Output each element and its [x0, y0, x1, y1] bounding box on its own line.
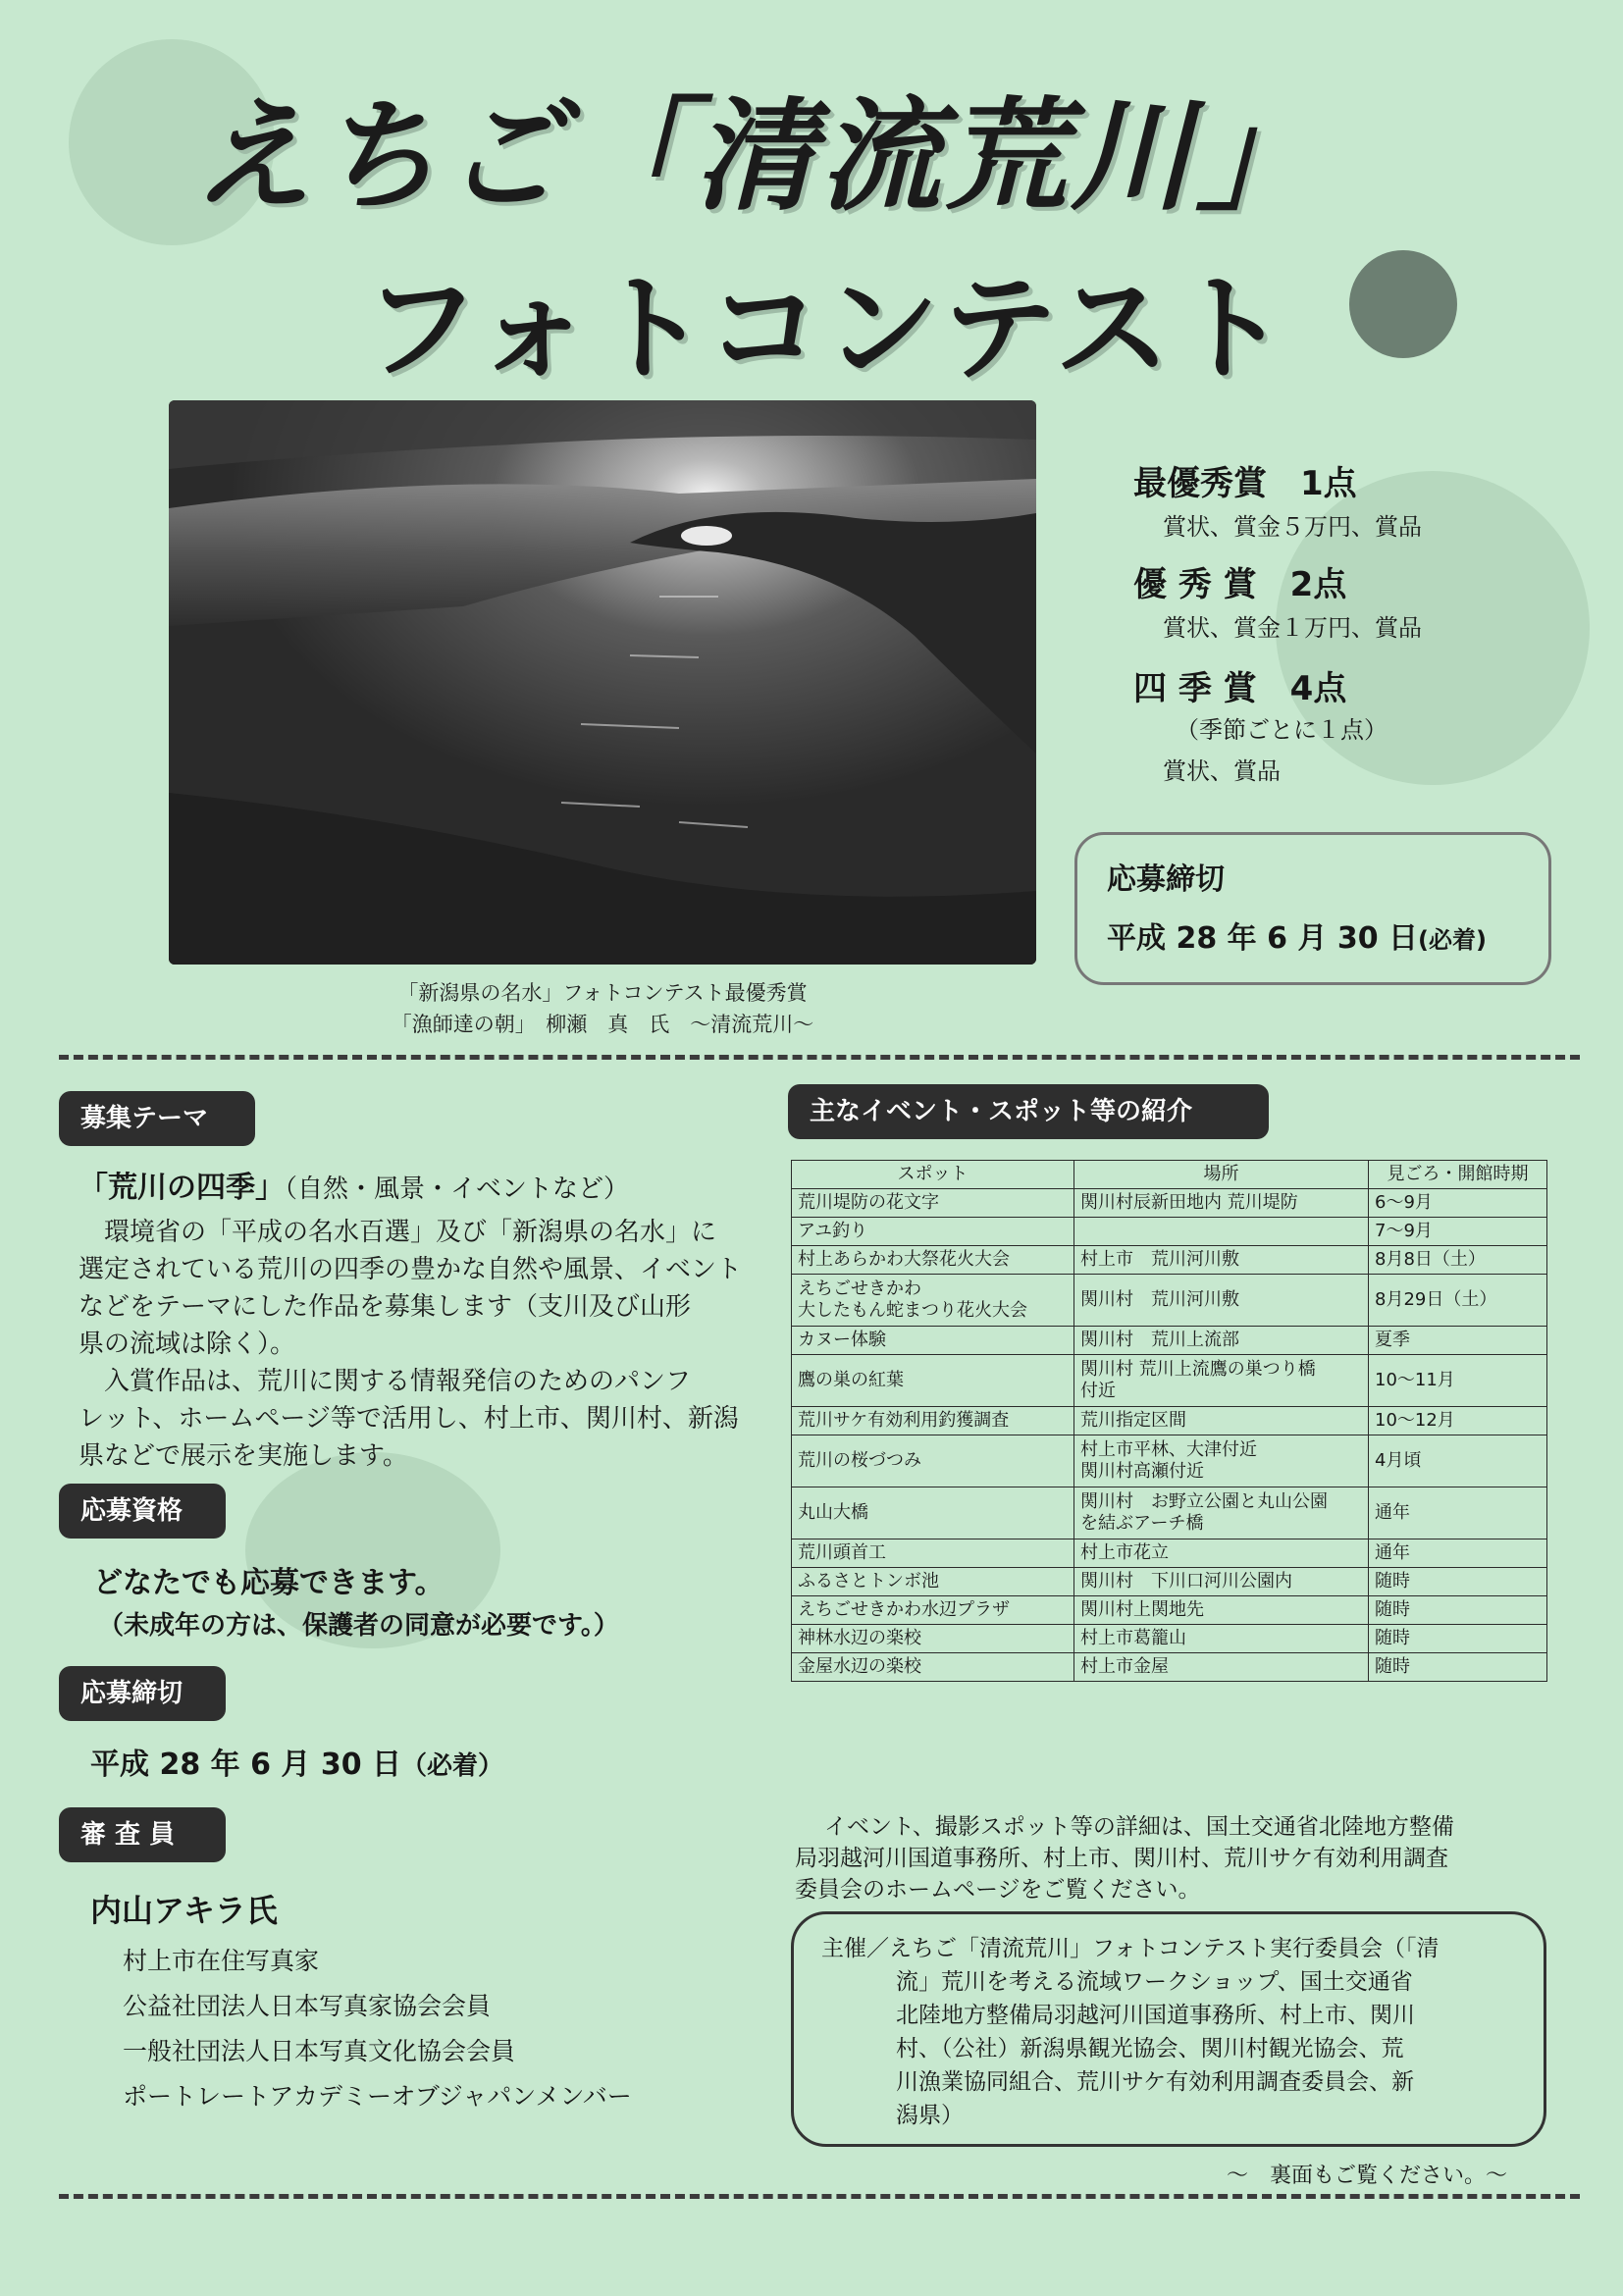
cell-place-line: 村上市花立 — [1080, 1542, 1169, 1563]
cell-place-line: 荒川指定区間 — [1080, 1410, 1186, 1431]
deadline-box-label: 応募締切 — [1107, 862, 1225, 897]
cell-place-line: 村上市金屋 — [1080, 1656, 1169, 1677]
prize-excellent-detail: 賞状、賞金１万円、賞品 — [1163, 614, 1422, 642]
host-line: 村、（公社）新潟県観光協会、関川村観光協会、荒 — [896, 2036, 1404, 2061]
cell-place — [1074, 1653, 1369, 1682]
cell-spot-line: カヌー体験 — [798, 1330, 886, 1350]
host-line: 流」荒川を考える流域ワークショップ、国土交通省 — [896, 1969, 1413, 1995]
judge-role: 公益社団法人日本写真家協会会員 — [123, 1992, 492, 2020]
title-line-1: えちご「清流荒川」 — [191, 86, 1323, 228]
title-line-2: フォトコンテスト — [363, 261, 1290, 396]
cell-spot-line: 金屋水辺の楽校 — [798, 1656, 921, 1677]
cell-spot — [792, 1568, 1074, 1596]
cell-place-line: 関川村上関地先 — [1080, 1599, 1204, 1620]
events-table — [791, 1160, 1547, 1682]
theme-para2-line: 県などで展示を実施します。 — [79, 1441, 408, 1471]
theme-para1-line: などをテーマにした作品を募集します（支川及び山形 — [79, 1292, 692, 1322]
cell-spot-line: 丸山大橋 — [798, 1502, 868, 1523]
dashed-divider — [59, 1055, 1580, 1060]
cell-spot — [792, 1218, 1074, 1246]
deadline-suffix: （必着） — [401, 1751, 504, 1781]
cell-spot — [792, 1327, 1074, 1355]
events-note — [795, 1811, 1454, 1905]
theme-para1-line: 選定されている荒川の四季の豊かな自然や風景、イベント — [79, 1255, 743, 1284]
events-table-row — [792, 1218, 1547, 1246]
cell-spot — [792, 1355, 1074, 1407]
decorative-circle — [1349, 250, 1457, 358]
cell-place-line: 関川村 荒川河川敷 — [1080, 1289, 1239, 1310]
events-note-line: イベント、撮影スポット等の詳細は、国土交通省北陸地方整備 — [824, 1814, 1454, 1840]
deadline-box-date: 平成 28 年 6 月 30 日 — [1107, 921, 1419, 956]
host-text — [821, 1932, 1440, 2132]
cell-place-line: 村上市 荒川河川敷 — [1080, 1249, 1239, 1270]
host-line: 潟県） — [896, 2103, 964, 2128]
section-label-eligibility: 応募資格 — [59, 1484, 226, 1539]
cell-place — [1074, 1189, 1369, 1218]
cell-spot — [792, 1487, 1074, 1539]
cell-place-line: 村上市平林、大津付近 — [1080, 1439, 1257, 1460]
cell-period: 通年 — [1369, 1487, 1547, 1539]
events-table-row — [792, 1653, 1547, 1682]
cell-spot-line: 鷹の巣の紅葉 — [798, 1370, 904, 1390]
cell-spot-line: アユ釣り — [798, 1221, 868, 1241]
host-line: 主催／えちご「清流荒川」フォトコンテスト実行委員会（「清 — [821, 1936, 1440, 1961]
cell-spot-line: えちごせきかわ — [798, 1278, 921, 1299]
events-table-row — [792, 1435, 1547, 1487]
cell-spot-line: えちごせきかわ水辺プラザ — [798, 1599, 1010, 1620]
judge-name: 内山アキラ氏 — [90, 1892, 278, 1929]
cell-spot-line: 大したもん蛇まつり花火大会 — [798, 1300, 1027, 1321]
photo-caption-line-1: 「新潟県の名水」フォトコンテスト最優秀賞 — [397, 981, 808, 1005]
cell-place — [1074, 1435, 1369, 1487]
cell-spot-line: 荒川堤防の花文字 — [798, 1192, 939, 1213]
cell-place-line: 関川村 荒川上流部 — [1080, 1330, 1239, 1350]
events-table-row — [792, 1625, 1547, 1653]
column-header-place: 場所 — [1074, 1161, 1369, 1189]
cell-place-line: 村上市葛籠山 — [1080, 1628, 1186, 1648]
judge-role: 村上市在住写真家 — [123, 1947, 320, 1975]
section-label-theme: 募集テーマ — [59, 1091, 255, 1146]
cell-period: 随時 — [1369, 1625, 1547, 1653]
cell-place — [1074, 1487, 1369, 1539]
prize-excellent-name: 優 秀 賞 2点 — [1133, 565, 1347, 604]
photo-caption-line-2: 「漁師達の朝」 柳瀬 真 氏 ～清流荒川～ — [391, 1013, 814, 1036]
cell-place-line: 関川村辰新田地内 荒川堤防 — [1080, 1192, 1298, 1213]
deadline-box — [1074, 832, 1551, 985]
host-line: 川漁業協同組合、荒川サケ有効利用調査委員会、新 — [896, 2069, 1415, 2095]
cell-place — [1074, 1275, 1369, 1327]
cell-spot — [792, 1435, 1074, 1487]
theme-headline-sub: （自然・風景・イベントなど） — [285, 1174, 630, 1204]
section-label-judge: 審 査 員 — [59, 1807, 226, 1862]
theme-para2-line: 入賞作品は、荒川に関する情報発信のためのパンフ — [104, 1367, 692, 1396]
cell-place — [1074, 1568, 1369, 1596]
cell-place-line: を結ぶアーチ橋 — [1080, 1513, 1204, 1534]
cell-period: 10～11月 — [1369, 1355, 1547, 1407]
theme-description — [79, 1214, 765, 1475]
cell-place-line: 付近 — [1080, 1381, 1116, 1401]
cell-place — [1074, 1596, 1369, 1625]
cell-place — [1074, 1625, 1369, 1653]
section-label-events: 主なイベント・スポット等の紹介 — [788, 1084, 1269, 1139]
cell-place — [1074, 1218, 1369, 1246]
events-table-row — [792, 1246, 1547, 1275]
cell-spot-line: 荒川の桜づつみ — [798, 1450, 921, 1471]
cell-place-line: 関川村 お野立公園と丸山公園 — [1080, 1491, 1328, 1512]
eligibility-line-1: どなたでも応募できます。 — [93, 1566, 445, 1600]
events-table-row — [792, 1327, 1547, 1355]
deadline-date: 平成 28 年 6 月 30 日 — [90, 1748, 402, 1782]
theme-para2-line: レット、ホームページ等で活用し、村上市、関川村、新潟 — [79, 1404, 739, 1434]
cell-place-line: 関川村高瀬付近 — [1080, 1461, 1204, 1482]
cell-period: 夏季 — [1369, 1327, 1547, 1355]
cell-period: 随時 — [1369, 1596, 1547, 1625]
events-table-row — [792, 1568, 1547, 1596]
theme-headline — [79, 1163, 629, 1206]
prize-grand-name: 最優秀賞 1点 — [1133, 464, 1357, 503]
dashed-divider-bottom — [59, 2194, 1580, 2199]
cell-spot-line: 荒川頭首工 — [798, 1542, 886, 1563]
cell-period: 随時 — [1369, 1568, 1547, 1596]
cell-period: 10～12月 — [1369, 1407, 1547, 1435]
cell-place — [1074, 1539, 1369, 1568]
eligibility-line-2: （未成年の方は、保護者の同意が必要です。） — [98, 1611, 619, 1641]
cell-spot-line: 荒川サケ有効利用釣獲調査 — [798, 1410, 1010, 1431]
cell-period: 6～9月 — [1369, 1189, 1547, 1218]
events-table-row — [792, 1539, 1547, 1568]
cell-period: 8月29日（土） — [1369, 1275, 1547, 1327]
section-label-deadline: 応募締切 — [59, 1666, 226, 1721]
judge-role: ポートレートアカデミーオブジャパンメンバー — [123, 2082, 632, 2111]
cell-spot-line: 神林水辺の楽校 — [798, 1628, 921, 1648]
cell-spot — [792, 1653, 1074, 1682]
cell-place-line: 関川村 荒川上流鷹の巣つり橋 — [1080, 1359, 1316, 1380]
events-table-row — [792, 1596, 1547, 1625]
prize-seasons-detail: 賞状、賞品 — [1163, 757, 1281, 785]
cell-period: 7～9月 — [1369, 1218, 1547, 1246]
events-note-line: 委員会のホームページをご覧ください。 — [795, 1877, 1201, 1903]
cell-place-line: 関川村 下川口河川公園内 — [1080, 1571, 1292, 1592]
theme-para1-line: 県の流域は除く）。 — [79, 1330, 296, 1359]
prize-grand-detail: 賞状、賞金５万円、賞品 — [1163, 513, 1422, 541]
cell-spot — [792, 1189, 1074, 1218]
deadline-box-suffix: (必着) — [1418, 926, 1487, 954]
events-table-row — [792, 1275, 1547, 1327]
judge-roles — [123, 1939, 632, 2119]
cell-spot — [792, 1246, 1074, 1275]
prize-seasons-name: 四 季 賞 4点 — [1133, 669, 1347, 708]
judge-role: 一般社団法人日本写真文化協会会員 — [123, 2037, 516, 2065]
cell-spot — [792, 1275, 1074, 1327]
host-line: 北陸地方整備局羽越河川国道事務所、村上市、関川 — [896, 2003, 1415, 2028]
cell-period: 随時 — [1369, 1653, 1547, 1682]
events-table-header — [792, 1161, 1547, 1189]
column-header-spot: スポット — [792, 1161, 1074, 1189]
theme-headline-main: 「荒川の四季」 — [79, 1171, 285, 1205]
cell-spot-line: ふるさとトンボ池 — [798, 1571, 939, 1592]
cell-place — [1074, 1407, 1369, 1435]
cell-place — [1074, 1246, 1369, 1275]
events-table-row — [792, 1487, 1547, 1539]
cell-spot — [792, 1625, 1074, 1653]
prize-seasons-note: （季節ごとに１点） — [1176, 716, 1387, 744]
events-table-row — [792, 1407, 1547, 1435]
events-table-wrapper — [791, 1160, 1547, 1682]
cell-spot — [792, 1539, 1074, 1568]
cell-period: 通年 — [1369, 1539, 1547, 1568]
column-header-period: 見ごろ・開館時期 — [1369, 1161, 1547, 1189]
cell-place — [1074, 1327, 1369, 1355]
cell-spot — [792, 1407, 1074, 1435]
footer-note: ～ 裏面もご覧ください。～ — [1227, 2164, 1508, 2188]
cell-place — [1074, 1355, 1369, 1407]
host-box — [791, 1911, 1546, 2147]
cell-spot-line: 村上あらかわ大祭花火大会 — [798, 1249, 1010, 1270]
cell-period: 8月8日（土） — [1369, 1246, 1547, 1275]
events-note-line: 局羽越河川国道事務所、村上市、関川村、荒川サケ有効利用調査 — [795, 1846, 1449, 1871]
events-table-row — [792, 1189, 1547, 1218]
winning-photo — [169, 400, 1036, 965]
events-table-row — [792, 1355, 1547, 1407]
cell-spot — [792, 1596, 1074, 1625]
cell-period: 4月頃 — [1369, 1435, 1547, 1487]
theme-para1-line: 環境省の「平成の名水百選」及び「新潟県の名水」に — [104, 1218, 717, 1247]
